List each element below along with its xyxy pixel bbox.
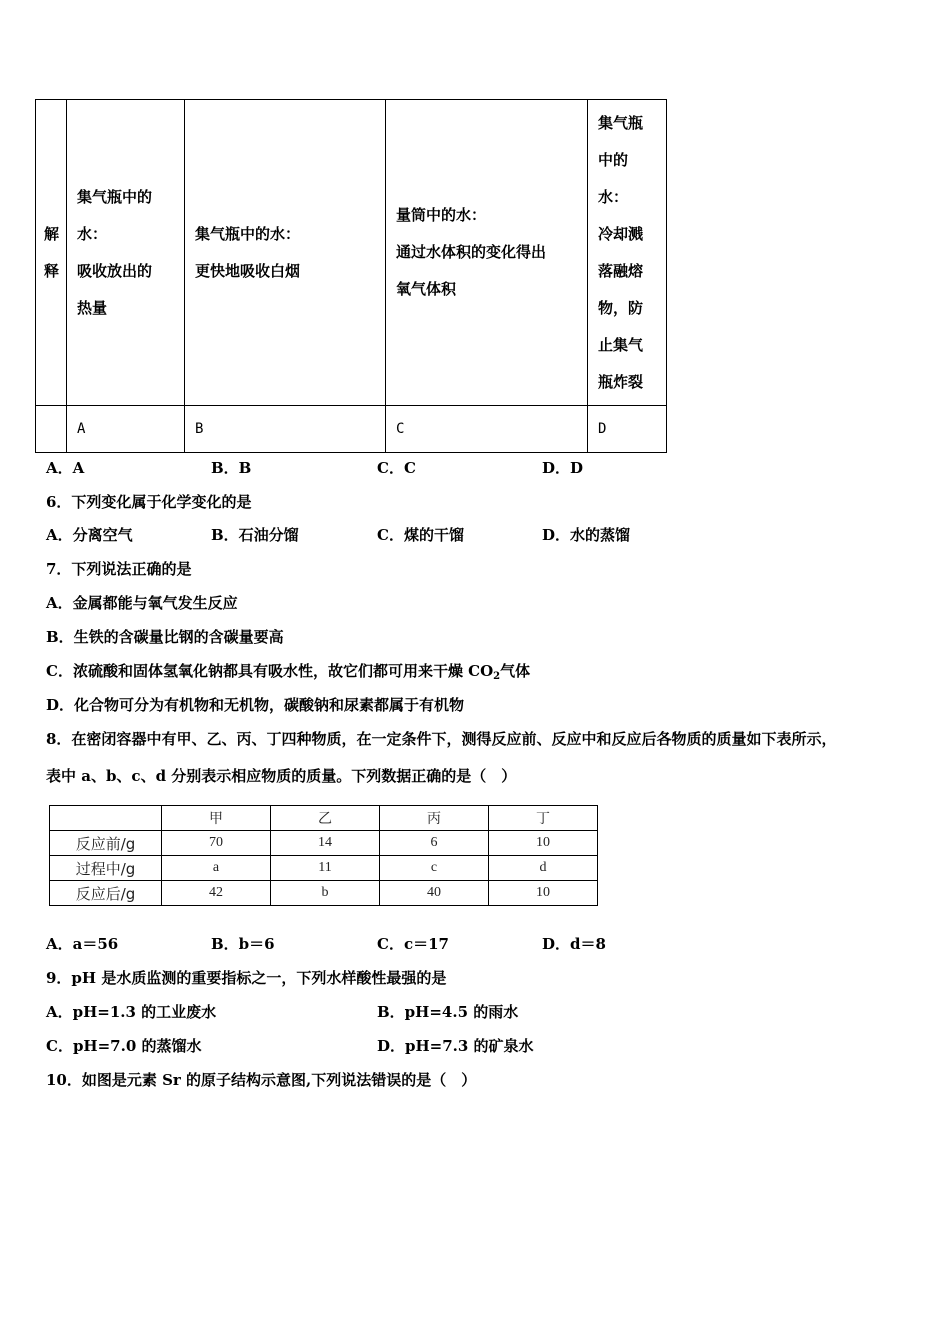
q8-option-a: A．a＝56 — [46, 935, 119, 953]
cell-d-line: 物，防 — [598, 298, 644, 317]
cell-d-line: 水： — [598, 187, 629, 206]
table-cell: b — [271, 881, 380, 906]
cell-c — [386, 100, 588, 406]
q7-option-a: A．金属都能与氧气发生反应 — [46, 594, 238, 612]
cell-a-line: 热量 — [77, 298, 108, 317]
table-cell: 10 — [489, 881, 598, 906]
table-cell: a — [162, 856, 271, 881]
q9-option-d: D．pH=7.3 的矿泉水 — [377, 1037, 534, 1055]
q9-option-c: C．pH=7.0 的蒸馏水 — [46, 1037, 202, 1055]
header-cell: 丙 — [380, 806, 489, 831]
q8-option-d: D．d＝8 — [542, 935, 606, 953]
row-header — [36, 100, 67, 406]
q7-option-c-text: C．浓硫酸和固体氢氧化钠都具有吸水性，故它们都可用来干燥 CO — [46, 662, 494, 680]
cell-c-line: 量筒中的水： — [396, 206, 487, 224]
q8-stem-line1: 8．在密闭容器中有甲、乙、丙、丁四种物质，在一定条件下，测得反应前、反应中和反应后各物质的质量如下表所示， — [46, 730, 837, 748]
cell-d-line: 止集气 — [598, 335, 644, 354]
row-label: 反应后/g — [50, 881, 162, 906]
q6-option-b: B．石油分馏 — [211, 526, 299, 544]
row-header-text: 解释 — [44, 224, 60, 280]
table-cell: 6 — [380, 831, 489, 856]
header-cell: 丁 — [489, 806, 598, 831]
cell-d-line: 落融熔 — [598, 261, 644, 280]
table-row — [50, 856, 598, 881]
table-cell: 14 — [271, 831, 380, 856]
q6-option-c: C．煤的干馏 — [377, 526, 464, 544]
cell-c-line: 通过水体积的变化得出 — [396, 243, 547, 261]
table-cell: 10 — [489, 831, 598, 856]
table-row — [50, 881, 598, 906]
q6-option-d: D．水的蒸馏 — [542, 526, 631, 544]
q10-stem: 10．如图是元素 Sr 的原子结构示意图,下列说法错误的是（ ） — [46, 1071, 477, 1089]
table-cell: 42 — [162, 881, 271, 906]
header-cell: 甲 — [162, 806, 271, 831]
cell-b-line: 更快地吸收白烟 — [195, 261, 301, 280]
q8-option-b: B．b＝6 — [211, 935, 275, 953]
cell-b-line: 集气瓶中的水： — [195, 224, 301, 243]
header-cell — [50, 806, 162, 831]
q5-option-a: A．A — [46, 459, 85, 477]
label-d: D — [588, 406, 667, 453]
q7-option-c — [46, 660, 530, 682]
header-cell: 乙 — [271, 806, 380, 831]
q5-option-d: D．D — [542, 459, 584, 477]
q8-stem-line2: 表中 a、b、c、d 分别表示相应物质的质量。下列数据正确的是（ ） — [46, 767, 517, 785]
q9-option-a: A．pH=1.3 的工业废水 — [46, 1003, 217, 1021]
table-cell: 40 — [380, 881, 489, 906]
row-label: 过程中/g — [50, 856, 162, 881]
cell-d-line: 中的 — [598, 150, 629, 169]
table-cell: 70 — [162, 831, 271, 856]
label-c: C — [386, 406, 588, 453]
q5-option-c: C．C — [377, 459, 416, 477]
q5-option-b: B．B — [211, 459, 252, 477]
q9-stem: 9．pH 是水质监测的重要指标之一，下列水样酸性最强的是 — [46, 969, 447, 987]
table-cell: c — [380, 856, 489, 881]
cell-a-line: 集气瓶中的 — [77, 187, 153, 206]
mass-table — [49, 805, 598, 906]
q9-option-b: B．pH=4.5 的雨水 — [377, 1003, 519, 1021]
q7-option-c-subscript: 2 — [493, 671, 501, 682]
explanation-table — [35, 99, 667, 453]
q7-stem: 7．下列说法正确的是 — [46, 560, 192, 578]
table-cell: 11 — [271, 856, 380, 881]
cell-d-line: 集气瓶 — [598, 113, 644, 132]
row-label: 反应前/g — [50, 831, 162, 856]
cell-a-line: 吸收放出的 — [77, 261, 153, 280]
table-cell: d — [489, 856, 598, 881]
cell-d — [588, 100, 667, 406]
q8-option-c: C．c＝17 — [377, 935, 449, 953]
q7-option-d: D．化合物可分为有机物和无机物，碳酸钠和尿素都属于有机物 — [46, 696, 465, 714]
label-a: A — [67, 406, 185, 453]
q6-option-a: A．分离空气 — [46, 526, 133, 544]
cell-a — [67, 100, 185, 406]
table-row — [50, 806, 598, 831]
q7-option-c-tail: 气体 — [500, 662, 531, 680]
label-b: B — [185, 406, 386, 453]
table-row — [50, 831, 598, 856]
cell-d-line: 瓶炸裂 — [598, 372, 644, 391]
cell-c-line: 氧气体积 — [396, 280, 457, 298]
empty-cell — [36, 406, 67, 453]
q6-stem: 6．下列变化属于化学变化的是 — [46, 493, 252, 511]
cell-b — [185, 100, 386, 406]
q7-option-b: B．生铁的含碳量比钢的含碳量要高 — [46, 628, 284, 646]
cell-d-line: 冷却溅 — [598, 224, 644, 243]
cell-a-line: 水： — [77, 224, 108, 243]
